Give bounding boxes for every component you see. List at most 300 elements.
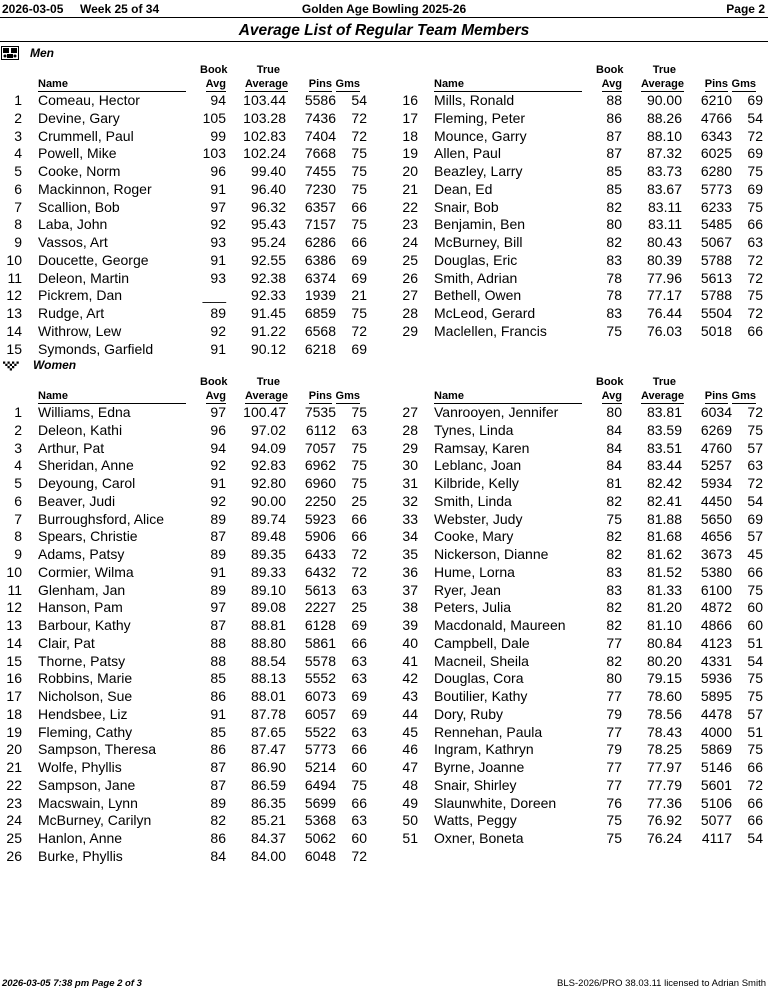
name-cell: McLeod, Gerard <box>434 305 536 321</box>
col-name-label: Name <box>434 390 464 402</box>
table-row <box>0 705 370 723</box>
rank-cell: 4 <box>14 145 22 162</box>
pins-cell: 6128 <box>304 617 336 633</box>
pins-cell: 6233 <box>700 198 732 215</box>
true-average-cell: 90.12 <box>250 340 286 357</box>
name-cell: Webster, Judy <box>434 510 523 527</box>
pins-cell: 7057 <box>304 439 336 456</box>
true-average-cell: 76.24 <box>646 830 682 846</box>
name-cell: Sheridan, Anne <box>38 457 134 474</box>
men-icon <box>1 46 19 60</box>
rank-cell: 28 <box>402 305 418 321</box>
table-row <box>0 794 370 812</box>
rank-cell: 23 <box>402 216 418 233</box>
book-avg-cell: 75 <box>606 510 622 527</box>
book-avg-cell: 85 <box>606 163 622 179</box>
name-cell: Macdonald, Maureen <box>434 617 566 633</box>
table-row <box>396 740 766 758</box>
book-avg-cell: 91 <box>210 340 226 357</box>
true-average-cell: 92.38 <box>250 269 286 286</box>
book-avg-cell: 105 <box>202 109 226 126</box>
book-avg-cell: 85 <box>210 723 226 740</box>
book-avg-cell: 87 <box>606 145 622 162</box>
true-average-cell: 80.84 <box>646 634 682 651</box>
games-cell: 66 <box>351 634 367 651</box>
true-average-cell: 92.55 <box>250 251 286 268</box>
table-row <box>396 269 766 287</box>
name-cell: Douglas, Cora <box>434 670 524 687</box>
pins-cell: 5650 <box>700 510 732 527</box>
book-avg-cell: 86 <box>210 830 226 846</box>
book-avg-cell: 84 <box>606 457 622 474</box>
book-avg-cell: 99 <box>210 127 226 144</box>
games-cell: 75 <box>351 457 367 474</box>
table-row <box>0 215 370 233</box>
col-pins-label: Pins <box>704 78 728 90</box>
games-cell: 54 <box>747 109 763 126</box>
pins-cell: 5368 <box>304 812 336 829</box>
name-cell: Dean, Ed <box>434 180 493 197</box>
true-average-cell: 86.35 <box>250 794 286 811</box>
games-cell: 51 <box>747 723 763 740</box>
rank-cell: 51 <box>402 830 418 846</box>
col-gms-label: Gms <box>335 78 360 90</box>
table-row <box>0 829 370 847</box>
pins-cell: 5788 <box>700 287 732 304</box>
rank-cell: 7 <box>14 510 22 527</box>
true-average-cell: 92.33 <box>250 287 286 304</box>
rank-cell: 17 <box>402 109 418 126</box>
book-avg-cell: 77 <box>606 723 622 740</box>
book-avg-cell: 82 <box>606 528 622 545</box>
col-book-label: Book <box>200 376 228 388</box>
true-average-cell: 102.83 <box>243 127 286 144</box>
rank-cell: 19 <box>6 723 22 740</box>
table-row <box>0 439 370 457</box>
games-cell: 60 <box>747 599 763 616</box>
women-section-label: Women <box>33 358 77 372</box>
rank-cell: 43 <box>402 688 418 704</box>
title-rule <box>0 41 768 42</box>
name-cell: Macswain, Lynn <box>38 794 138 811</box>
pins-cell: 6073 <box>304 688 336 704</box>
name-cell: Hanlon, Anne <box>38 830 123 846</box>
book-avg-cell: 91 <box>210 475 226 491</box>
rank-cell: 21 <box>6 759 22 775</box>
pins-cell: 6034 <box>700 404 732 420</box>
col-true-average-label: Average <box>640 390 684 402</box>
rank-cell: 6 <box>14 180 22 197</box>
rank-cell: 26 <box>402 269 418 286</box>
table-row <box>0 847 370 865</box>
games-cell: 69 <box>351 340 367 357</box>
name-cell: Bethell, Owen <box>434 287 522 304</box>
book-avg-cell: 92 <box>210 492 226 509</box>
book-avg-cell: 83 <box>606 251 622 268</box>
table-row <box>0 492 370 510</box>
rank-cell: 31 <box>402 475 418 491</box>
table-row <box>396 198 766 216</box>
true-average-cell: 88.54 <box>250 652 286 669</box>
col-gms-label: Gms <box>731 78 756 90</box>
games-cell: 75 <box>747 670 763 687</box>
games-cell: 25 <box>351 599 367 616</box>
pins-cell: 5578 <box>304 652 336 669</box>
rank-cell: 12 <box>6 599 22 616</box>
table-row <box>396 723 766 741</box>
book-avg-cell: 82 <box>606 546 622 562</box>
true-average-cell: 81.10 <box>646 617 682 633</box>
pins-cell: 5018 <box>700 322 732 339</box>
table-row <box>396 322 766 340</box>
pins-cell: 3673 <box>700 546 732 562</box>
true-average-cell: 90.00 <box>646 92 682 108</box>
true-average-cell: 94.09 <box>250 439 286 456</box>
table-row <box>0 403 370 421</box>
games-cell: 60 <box>747 617 763 633</box>
games-cell: 69 <box>747 180 763 197</box>
rank-cell: 20 <box>402 163 418 179</box>
book-avg-cell: 94 <box>210 439 226 456</box>
pins-cell: 6210 <box>700 92 732 108</box>
rank-cell: 20 <box>6 741 22 758</box>
book-avg-cell: 93 <box>210 234 226 250</box>
name-cell: Fleming, Cathy <box>38 723 133 740</box>
rank-cell: 22 <box>402 198 418 215</box>
book-avg-cell: 89 <box>210 581 226 598</box>
col-true-label: True <box>256 376 280 388</box>
rank-cell: 27 <box>402 287 418 304</box>
games-cell: 69 <box>351 269 367 286</box>
name-cell: Byrne, Joanne <box>434 759 525 775</box>
true-average-cell: 88.13 <box>250 670 286 687</box>
col-book-avg-label: Avg <box>205 78 226 90</box>
pins-cell: 7668 <box>304 145 336 162</box>
name-cell: Mills, Ronald <box>434 92 515 108</box>
book-avg-cell: 75 <box>606 322 622 339</box>
name-cell: Allen, Paul <box>434 145 501 162</box>
pins-cell: 6048 <box>304 847 336 864</box>
table-row <box>396 492 766 510</box>
pins-cell: 5062 <box>304 830 336 846</box>
games-cell: 66 <box>351 234 367 250</box>
name-cell: Hanson, Pam <box>38 599 123 616</box>
true-average-cell: 87.47 <box>250 741 286 758</box>
men-section-label: Men <box>30 46 54 60</box>
col-pins-label: Pins <box>308 78 332 90</box>
pins-cell: 5788 <box>700 251 732 268</box>
name-cell: Laba, John <box>38 216 108 233</box>
table-row <box>0 251 370 269</box>
name-cell: Kilbride, Kelly <box>434 475 519 491</box>
rank-cell: 28 <box>402 421 418 438</box>
games-cell: 57 <box>747 528 763 545</box>
book-avg-cell: 80 <box>606 216 622 233</box>
name-cell: Clair, Pat <box>38 634 95 651</box>
true-average-cell: 80.39 <box>646 251 682 268</box>
games-cell: 54 <box>747 492 763 509</box>
pins-cell: 4123 <box>700 634 732 651</box>
games-cell: 75 <box>351 776 367 793</box>
book-avg-cell: 85 <box>210 670 226 687</box>
pins-cell: 4117 <box>701 830 732 846</box>
table-row <box>0 180 370 198</box>
games-cell: 72 <box>351 322 367 339</box>
games-cell: 72 <box>747 776 763 793</box>
table-row <box>396 286 766 304</box>
table-row <box>0 740 370 758</box>
col-book-label: Book <box>200 64 228 76</box>
pins-cell: 4000 <box>700 723 732 740</box>
pins-cell: 6386 <box>304 251 336 268</box>
rank-cell: 13 <box>6 305 22 321</box>
name-cell: Slaunwhite, Doreen <box>434 794 557 811</box>
pins-cell: 5601 <box>700 776 732 793</box>
true-average-cell: 76.44 <box>646 305 682 321</box>
table-row <box>0 687 370 705</box>
games-cell: 72 <box>351 127 367 144</box>
name-cell: Mackinnon, Roger <box>38 180 152 197</box>
rank-cell: 18 <box>6 705 22 722</box>
games-cell: 72 <box>351 847 367 864</box>
name-cell: Arthur, Pat <box>38 439 105 456</box>
book-avg-cell: 91 <box>210 180 226 197</box>
true-average-cell: 80.43 <box>646 234 682 250</box>
footer-license: BLS-2026/PRO 38.03.11 licensed to Adrian Smith <box>557 978 766 989</box>
table-row <box>0 91 370 109</box>
book-avg-cell: 96 <box>210 421 226 438</box>
book-avg-cell: 89 <box>210 546 226 562</box>
true-average-cell: 90.00 <box>250 492 286 509</box>
name-cell: Rudge, Art <box>38 305 105 321</box>
true-average-cell: 88.10 <box>646 127 682 144</box>
true-average-cell: 77.96 <box>646 269 682 286</box>
rank-cell: 23 <box>6 794 22 811</box>
rank-cell: 15 <box>6 652 22 669</box>
games-cell: 72 <box>351 546 367 562</box>
pins-cell: 4760 <box>700 439 732 456</box>
book-avg-cell: 82 <box>606 652 622 669</box>
name-cell: Crummell, Paul <box>38 127 134 144</box>
name-cell: Boutilier, Kathy <box>434 688 528 704</box>
true-average-cell: 83.44 <box>646 457 682 474</box>
table-row <box>396 545 766 563</box>
true-average-cell: 86.59 <box>250 776 286 793</box>
games-cell: 63 <box>351 812 367 829</box>
name-cell: Barbour, Kathy <box>38 617 131 633</box>
book-avg-cell: 82 <box>606 599 622 616</box>
games-cell: 57 <box>747 439 763 456</box>
table-row <box>0 286 370 304</box>
games-cell: 75 <box>351 216 367 233</box>
book-avg-cell: 83 <box>606 305 622 321</box>
rank-cell: 4 <box>14 457 22 474</box>
true-average-cell: 82.41 <box>646 492 682 509</box>
name-cell: Wolfe, Phyllis <box>38 759 122 775</box>
book-avg-cell: 92 <box>210 457 226 474</box>
pins-cell: 6357 <box>304 198 336 215</box>
games-cell: 75 <box>747 163 763 179</box>
footer-timestamp: 2026-03-05 7:38 pm Page 2 of 3 <box>2 978 142 989</box>
rank-cell: 15 <box>6 340 22 357</box>
true-average-cell: 81.20 <box>646 599 682 616</box>
true-average-cell: 77.79 <box>646 776 682 793</box>
games-cell: 72 <box>351 563 367 580</box>
rank-cell: 11 <box>7 269 22 286</box>
name-cell: Hume, Lorna <box>434 563 515 580</box>
col-true-label: True <box>652 64 676 76</box>
rank-cell: 16 <box>402 92 418 108</box>
name-cell: Cooke, Norm <box>38 163 121 179</box>
true-average-cell: 89.10 <box>250 581 286 598</box>
games-cell: 75 <box>747 741 763 758</box>
book-avg-cell: 80 <box>606 670 622 687</box>
games-cell: 63 <box>351 670 367 687</box>
table-row <box>0 545 370 563</box>
header-date: 2026-03-05 <box>2 2 64 16</box>
games-cell: 72 <box>351 109 367 126</box>
name-cell: Nicholson, Sue <box>38 688 133 704</box>
games-cell: 66 <box>747 322 763 339</box>
table-row <box>396 776 766 794</box>
rank-cell: 1 <box>14 404 22 420</box>
rank-cell: 33 <box>402 510 418 527</box>
pins-cell: 6286 <box>304 234 336 250</box>
games-cell: 60 <box>351 830 367 846</box>
pins-cell: 4478 <box>700 705 732 722</box>
name-cell: Deleon, Kathi <box>38 421 123 438</box>
true-average-cell: 103.44 <box>243 92 286 108</box>
pins-cell: 2227 <box>304 599 336 616</box>
table-row <box>396 91 766 109</box>
header-rule <box>0 17 768 18</box>
book-avg-cell: 82 <box>606 492 622 509</box>
table-row <box>396 829 766 847</box>
book-avg-cell: 82 <box>606 198 622 215</box>
rank-cell: 39 <box>402 617 418 633</box>
pins-cell: 7404 <box>304 127 336 144</box>
table-row <box>396 527 766 545</box>
rank-cell: 46 <box>402 741 418 758</box>
col-gms-label: Gms <box>335 390 360 402</box>
table-row <box>396 616 766 634</box>
table-row <box>396 758 766 776</box>
rank-cell: 35 <box>402 546 418 562</box>
rank-cell: 27 <box>402 404 418 420</box>
table-row <box>0 527 370 545</box>
games-cell: 54 <box>351 92 367 108</box>
true-average-cell: 102.24 <box>243 145 286 162</box>
table-row <box>396 598 766 616</box>
name-cell: Watts, Peggy <box>434 812 517 829</box>
rank-cell: 5 <box>14 475 22 491</box>
games-cell: 66 <box>351 794 367 811</box>
table-row <box>396 474 766 492</box>
true-average-cell: 97.02 <box>250 421 286 438</box>
table-row <box>396 705 766 723</box>
table-row <box>0 340 370 358</box>
name-cell: Snair, Shirley <box>434 776 517 793</box>
book-avg-cell: 87 <box>606 127 622 144</box>
pins-cell: 6218 <box>304 340 336 357</box>
name-cell: Deleon, Martin <box>38 269 130 286</box>
rank-cell: 3 <box>14 127 22 144</box>
women-icon <box>3 359 21 373</box>
true-average-cell: 78.25 <box>646 741 682 758</box>
games-cell: 66 <box>351 510 367 527</box>
table-row <box>0 144 370 162</box>
table-row <box>0 162 370 180</box>
page-title: Average List of Regular Team Members <box>238 22 530 39</box>
book-avg-cell: 91 <box>210 705 226 722</box>
true-average-cell: 85.21 <box>250 812 286 829</box>
book-avg-cell: 83 <box>606 563 622 580</box>
true-average-cell: 82.42 <box>646 475 682 491</box>
pins-cell: 5146 <box>700 759 732 775</box>
true-average-cell: 103.28 <box>243 109 286 126</box>
true-average-cell: 81.33 <box>646 581 682 598</box>
pins-cell: 6280 <box>700 163 732 179</box>
name-cell: Tynes, Linda <box>434 421 514 438</box>
header-page: Page 2 <box>726 2 765 16</box>
true-average-cell: 89.48 <box>250 528 286 545</box>
pins-cell: 2250 <box>304 492 336 509</box>
table-row <box>0 198 370 216</box>
rank-cell: 10 <box>6 251 22 268</box>
book-avg-cell: 92 <box>210 216 226 233</box>
pins-cell: 7157 <box>304 216 336 233</box>
true-average-cell: 81.68 <box>646 528 682 545</box>
table-row <box>0 127 370 145</box>
book-avg-cell: ___ <box>202 287 226 304</box>
book-avg-cell: 88 <box>606 92 622 108</box>
true-average-cell: 77.17 <box>646 287 682 304</box>
games-cell: 75 <box>747 421 763 438</box>
pins-cell: 6960 <box>304 475 336 491</box>
pins-cell: 5613 <box>304 581 336 598</box>
true-average-cell: 91.45 <box>250 305 286 321</box>
rank-cell: 34 <box>402 528 418 545</box>
table-row <box>396 144 766 162</box>
games-cell: 63 <box>351 723 367 740</box>
rank-cell: 25 <box>6 830 22 846</box>
rank-cell: 14 <box>6 634 22 651</box>
name-cell: Doucette, George <box>38 251 149 268</box>
name-cell: Scallion, Bob <box>38 198 120 215</box>
pins-cell: 5214 <box>304 759 336 775</box>
book-avg-cell: 84 <box>606 421 622 438</box>
table-row <box>0 634 370 652</box>
true-average-cell: 92.80 <box>250 475 286 491</box>
pins-cell: 6374 <box>304 269 336 286</box>
rank-cell: 5 <box>14 163 22 179</box>
rank-cell: 48 <box>402 776 418 793</box>
true-average-cell: 81.52 <box>646 563 682 580</box>
table-row <box>0 811 370 829</box>
table-row <box>0 723 370 741</box>
games-cell: 63 <box>351 421 367 438</box>
pins-cell: 5380 <box>700 563 732 580</box>
true-average-cell: 81.62 <box>646 546 682 562</box>
table-row <box>396 794 766 812</box>
book-avg-cell: 89 <box>210 794 226 811</box>
true-average-cell: 96.32 <box>250 198 286 215</box>
name-cell: Withrow, Lew <box>38 322 122 339</box>
true-average-cell: 83.59 <box>646 421 682 438</box>
book-avg-cell: 86 <box>606 109 622 126</box>
pins-cell: 6025 <box>700 145 732 162</box>
rank-cell: 44 <box>402 705 418 722</box>
